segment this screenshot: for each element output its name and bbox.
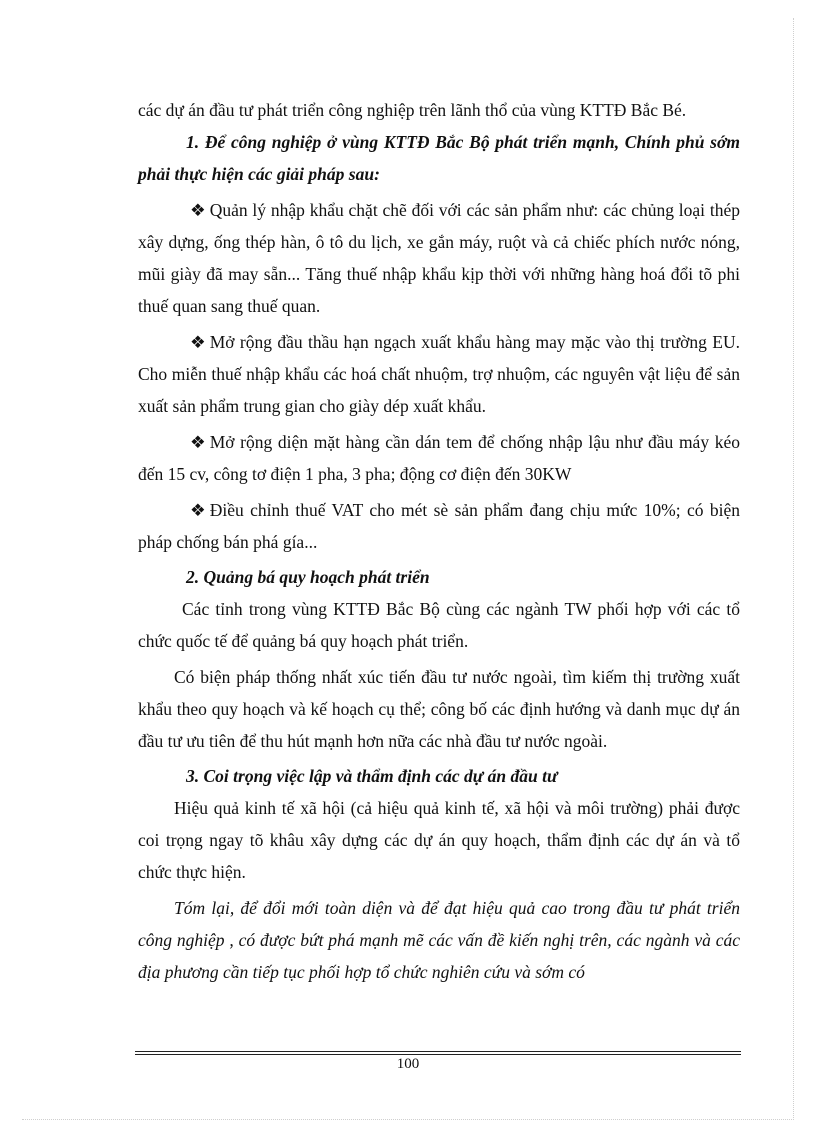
conclusion-paragraph: Tóm lại, để đổi mới toàn diện và để đạt hiệu quả cao trong đầu tư phát triển công nghiệp , có được bứt phá mạnh mẽ các vấn đề kiến nghị trên, các ngành và các địa phương cần tiếp tục phối hợp tổ chức nghiên cứu và sớm có [138, 898, 740, 982]
intro-line: các dự án đầu tư phát triển công nghiệp trên lãnh thổ của vùng KTTĐ Bắc Bé. [138, 100, 687, 120]
section-2-heading [138, 561, 740, 593]
section-2-number: 2. [186, 567, 200, 587]
section-1-heading [138, 126, 740, 190]
bullet-item [138, 494, 740, 558]
section-1-number: 1. [186, 132, 200, 152]
footer-rule [135, 1051, 741, 1055]
bullet-item [138, 426, 740, 490]
bullet-text: Mở rộng đầu thầu hạn ngạch xuất khẩu hàng may mặc vào thị trường EU. Cho miễn thuế nhập khẩu các hoá chất nhuộm, trợ nhuộm, các nguyên vật liệu để sản xuất sản phẩm trung gian cho giày dép xuất khẩu. [138, 332, 740, 416]
bullet-text: Quản lý nhập khẩu chặt chẽ đối với các sản phẩm như: các chủng loại thép xây dựng, ống thép hàn, ô tô du lịch, xe gắn máy, ruột và cả chiếc phích nước nóng, mũi giày đã may sẵn... Tăng thuế nhập khẩu kịp thời với những hàng hoá đổi tõ phi thuế quan sang thuế quan. [138, 200, 740, 316]
diamond-bullet-icon: ❖ [190, 200, 206, 220]
bullet-text: Điều chỉnh thuế VAT cho mét sè sản phẩm đang chịu mức 10%; có biện pháp chống bán phá gía... [138, 500, 740, 552]
section-2-paragraph: Có biện pháp thống nhất xúc tiến đầu tư nước ngoài, tìm kiếm thị trường xuất khẩu theo quy hoạch và kế hoạch cụ thể; công bố các định hướng và danh mục dự án đầu tư ưu tiên để thu hút mạnh hơn nữa các nhà đầu tư nước ngoài. [138, 667, 740, 751]
section-3-heading [138, 760, 740, 792]
bullet-item [138, 326, 740, 422]
section-3-title: Coi trọng việc lập và thẩm định các dự án đầu tư [203, 766, 558, 786]
section-3-number: 3. [186, 766, 200, 786]
diamond-bullet-icon: ❖ [190, 500, 206, 520]
section-2-paragraph: Các tỉnh trong vùng KTTĐ Bắc Bộ cùng các ngành TW phối hợp với các tổ chức quốc tế để quảng bá quy hoạch phát triển. [138, 599, 740, 651]
bullet-item [138, 194, 740, 322]
section-2-title: Quảng bá quy hoạch phát triển [203, 567, 430, 587]
page-number: 100 [396, 1056, 420, 1072]
document-body [138, 94, 740, 988]
diamond-bullet-icon: ❖ [190, 332, 206, 352]
diamond-bullet-icon: ❖ [190, 432, 206, 452]
section-1-title: Để công nghiệp ở vùng KTTĐ Bắc Bộ phát triển mạnh, Chính phủ sớm phải thực hiện các giải pháp sau: [138, 132, 740, 184]
bullet-text: Mở rộng diện mặt hàng cần dán tem để chống nhập lậu như đầu máy kéo đến 15 cv, công tơ điện 1 pha, 3 pha; động cơ điện đến 30KW [138, 432, 740, 484]
section-3-paragraph: Hiệu quả kinh tế xã hội (cả hiệu quả kinh tế, xã hội và môi trường) phải được coi trọng ngay tõ khâu xây dựng các dự án quy hoạch, thẩm định các dự án và tổ chức thực hiện. [138, 798, 740, 882]
